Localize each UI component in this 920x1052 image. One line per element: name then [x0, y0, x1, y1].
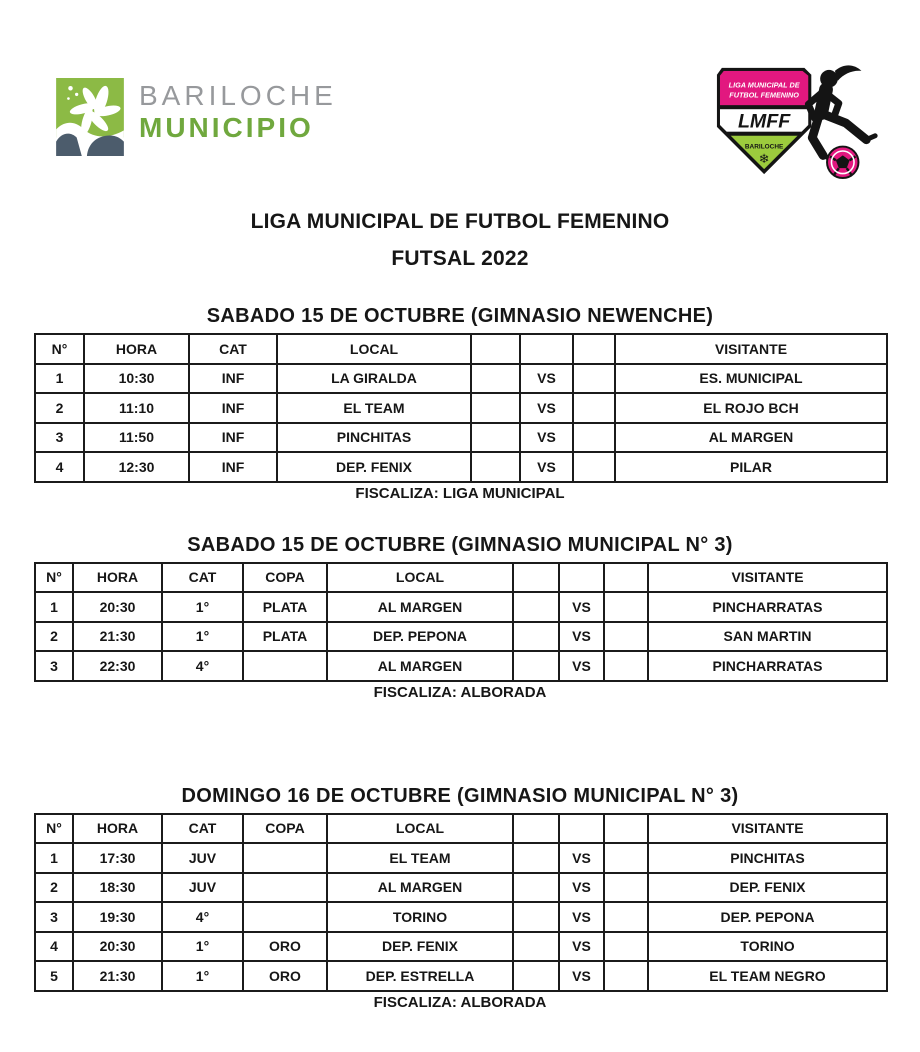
header-row	[35, 814, 887, 844]
table-cell	[573, 393, 615, 423]
table-row	[35, 961, 887, 991]
table-cell: DEP. PEPONA	[327, 622, 513, 652]
table-cell: PLATA	[243, 592, 327, 622]
header-cell	[559, 563, 604, 593]
table-cell: VS	[520, 423, 573, 453]
fiscaliza-note: FISCALIZA: ALBORADA	[373, 683, 547, 701]
header-cell: LOCAL	[327, 814, 513, 844]
table-row	[35, 452, 887, 482]
table-cell: INF	[189, 423, 277, 453]
table-cell: VS	[559, 622, 604, 652]
header-cell: HORA	[73, 814, 162, 844]
table-cell: 3	[35, 423, 84, 453]
table-cell: 2	[35, 873, 73, 903]
table-cell: 3	[35, 902, 73, 932]
table-cell	[513, 902, 559, 932]
table-cell: 1°	[162, 932, 243, 962]
table-cell: 21:30	[73, 961, 162, 991]
table-cell: VS	[520, 393, 573, 423]
table-cell: LA GIRALDA	[277, 364, 471, 394]
table-cell: 1°	[162, 622, 243, 652]
header-cell	[604, 563, 648, 593]
table-row	[35, 651, 887, 681]
table-cell	[513, 873, 559, 903]
logo-header	[34, 60, 886, 180]
table-cell: DEP. ESTRELLA	[327, 961, 513, 991]
table-cell: 5	[35, 961, 73, 991]
header-cell	[471, 334, 520, 364]
snowflake-icon: ❄	[758, 152, 770, 168]
table-cell: 4°	[162, 902, 243, 932]
lmff-league-logo	[714, 62, 886, 180]
lmff-acronym: LMFF	[737, 110, 791, 133]
table-cell	[513, 932, 559, 962]
table-cell	[604, 932, 648, 962]
table-cell: AL MARGEN	[615, 423, 887, 453]
section-sabado-newenche	[34, 304, 886, 503]
header-cell: CAT	[162, 814, 243, 844]
table-cell: PILAR	[615, 452, 887, 482]
header-cell: CAT	[189, 334, 277, 364]
table-cell: 20:30	[73, 592, 162, 622]
table-cell: VS	[520, 364, 573, 394]
lmff-band-line1: LIGA MUNICIPAL DE	[728, 80, 800, 90]
table-cell: DEP. FENIX	[327, 932, 513, 962]
table-cell: VS	[559, 932, 604, 962]
lmff-city: BARILOCHE	[744, 143, 784, 151]
table-cell	[513, 651, 559, 681]
table-cell: VS	[559, 651, 604, 681]
table-cell: 20:30	[73, 932, 162, 962]
table-cell	[604, 651, 648, 681]
table-cell: 4	[35, 452, 84, 482]
title-line-1: LIGA MUNICIPAL DE FUTBOL FEMENINO	[250, 210, 670, 233]
table-cell	[513, 961, 559, 991]
table-cell: PINCHARRATAS	[648, 651, 887, 681]
table-cell: VS	[559, 843, 604, 873]
table-row	[35, 932, 887, 962]
section-sabado-municipal3	[34, 533, 886, 702]
table-cell	[471, 393, 520, 423]
table-cell: EL ROJO BCH	[615, 393, 887, 423]
table-cell	[604, 902, 648, 932]
table-cell	[573, 423, 615, 453]
header-cell: N°	[35, 563, 73, 593]
header-cell: VISITANTE	[648, 563, 887, 593]
table-cell: DEP. FENIX	[277, 452, 471, 482]
table-cell: VS	[559, 961, 604, 991]
header-cell: COPA	[243, 563, 327, 593]
table-cell: ORO	[243, 961, 327, 991]
municipio-word: MUNICIPIO	[139, 112, 314, 143]
table-cell: PINCHITAS	[277, 423, 471, 453]
table-cell	[471, 452, 520, 482]
section-heading: SABADO 15 DE OCTUBRE (GIMNASIO MUNICIPAL N° 3)	[187, 533, 733, 556]
header-row	[35, 563, 887, 593]
header-cell	[573, 334, 615, 364]
bariloche-wordmark	[139, 80, 337, 144]
header-cell: COPA	[243, 814, 327, 844]
table-cell: EL TEAM	[327, 843, 513, 873]
table-cell	[471, 364, 520, 394]
table-cell	[243, 902, 327, 932]
table-cell: SAN MARTIN	[648, 622, 887, 652]
schedule-table	[34, 333, 888, 483]
header-cell: N°	[35, 814, 73, 844]
bariloche-municipio-logo	[56, 78, 337, 156]
table-cell: 12:30	[84, 452, 189, 482]
table-cell: 4	[35, 932, 73, 962]
header-row	[35, 334, 887, 364]
schedule-table	[34, 562, 888, 682]
table-cell: 1	[35, 364, 84, 394]
table-cell	[243, 651, 327, 681]
table-cell: 1	[35, 843, 73, 873]
table-row	[35, 364, 887, 394]
table-cell: AL MARGEN	[327, 592, 513, 622]
header-cell	[559, 814, 604, 844]
lmff-band-line2: FUTBOL FEMENINO	[729, 90, 799, 100]
table-cell	[604, 873, 648, 903]
table-cell: ORO	[243, 932, 327, 962]
table-cell: PLATA	[243, 622, 327, 652]
table-cell: 19:30	[73, 902, 162, 932]
table-cell: ES. MUNICIPAL	[615, 364, 887, 394]
table-cell: DEP. PEPONA	[648, 902, 887, 932]
table-cell	[573, 452, 615, 482]
table-cell	[513, 592, 559, 622]
table-cell: 4°	[162, 651, 243, 681]
table-row	[35, 592, 887, 622]
table-cell: INF	[189, 452, 277, 482]
fiscaliza-note: FISCALIZA: LIGA MUNICIPAL	[355, 484, 565, 502]
header-cell: LOCAL	[327, 563, 513, 593]
table-cell: INF	[189, 393, 277, 423]
section-heading: SABADO 15 DE OCTUBRE (GIMNASIO NEWENCHE)	[206, 305, 714, 327]
table-cell: DEP. FENIX	[648, 873, 887, 903]
header-cell: VISITANTE	[648, 814, 887, 844]
table-cell	[471, 423, 520, 453]
table-cell: EL TEAM NEGRO	[648, 961, 887, 991]
header-cell: LOCAL	[277, 334, 471, 364]
table-row	[35, 622, 887, 652]
table-cell: JUV	[162, 873, 243, 903]
soccer-ball-icon	[827, 147, 858, 178]
table-cell: 10:30	[84, 364, 189, 394]
table-cell: TORINO	[327, 902, 513, 932]
table-cell	[573, 364, 615, 394]
table-cell: AL MARGEN	[327, 873, 513, 903]
document-title	[34, 203, 886, 277]
table-cell: PINCHARRATAS	[648, 592, 887, 622]
table-cell: VS	[559, 592, 604, 622]
table-cell: 11:10	[84, 393, 189, 423]
table-cell: JUV	[162, 843, 243, 873]
table-cell: AL MARGEN	[327, 651, 513, 681]
table-cell	[604, 622, 648, 652]
table-cell: 1°	[162, 961, 243, 991]
table-cell	[604, 592, 648, 622]
section-heading: DOMINGO 16 DE OCTUBRE (GIMNASIO MUNICIPAL N° 3)	[181, 784, 739, 807]
table-cell: VS	[559, 902, 604, 932]
soccer-player-silhouette-icon	[808, 65, 875, 159]
schedule-document	[34, 60, 886, 1012]
header-cell	[513, 563, 559, 593]
table-cell: 21:30	[73, 622, 162, 652]
header-cell	[513, 814, 559, 844]
table-cell	[513, 843, 559, 873]
table-cell: 22:30	[73, 651, 162, 681]
table-row	[35, 393, 887, 423]
header-cell: CAT	[162, 563, 243, 593]
table-cell	[243, 843, 327, 873]
table-cell: 3	[35, 651, 73, 681]
table-row	[35, 843, 887, 873]
table-row	[35, 423, 887, 453]
header-cell: VISITANTE	[615, 334, 887, 364]
schedule-table	[34, 813, 888, 992]
title-line-2: FUTSAL 2022	[391, 247, 529, 270]
table-cell: INF	[189, 364, 277, 394]
table-cell: 18:30	[73, 873, 162, 903]
header-cell	[604, 814, 648, 844]
table-cell: PINCHITAS	[648, 843, 887, 873]
table-cell: VS	[520, 452, 573, 482]
table-row	[35, 873, 887, 903]
table-cell: EL TEAM	[277, 393, 471, 423]
table-cell: 11:50	[84, 423, 189, 453]
table-cell: 1°	[162, 592, 243, 622]
table-cell: 1	[35, 592, 73, 622]
table-cell	[604, 843, 648, 873]
fiscaliza-note: FISCALIZA: ALBORADA	[373, 993, 547, 1011]
section-domingo-municipal3	[34, 784, 886, 1012]
table-cell: TORINO	[648, 932, 887, 962]
table-cell	[604, 961, 648, 991]
table-cell: 2	[35, 393, 84, 423]
header-cell: HORA	[73, 563, 162, 593]
table-cell	[513, 622, 559, 652]
header-cell	[520, 334, 573, 364]
header-cell: N°	[35, 334, 84, 364]
bariloche-flower-icon	[56, 78, 124, 156]
header-cell: HORA	[84, 334, 189, 364]
table-cell: 2	[35, 622, 73, 652]
table-cell: 17:30	[73, 843, 162, 873]
table-cell	[243, 873, 327, 903]
table-cell: VS	[559, 873, 604, 903]
table-row	[35, 902, 887, 932]
bariloche-word: BARILOCHE	[139, 80, 337, 111]
